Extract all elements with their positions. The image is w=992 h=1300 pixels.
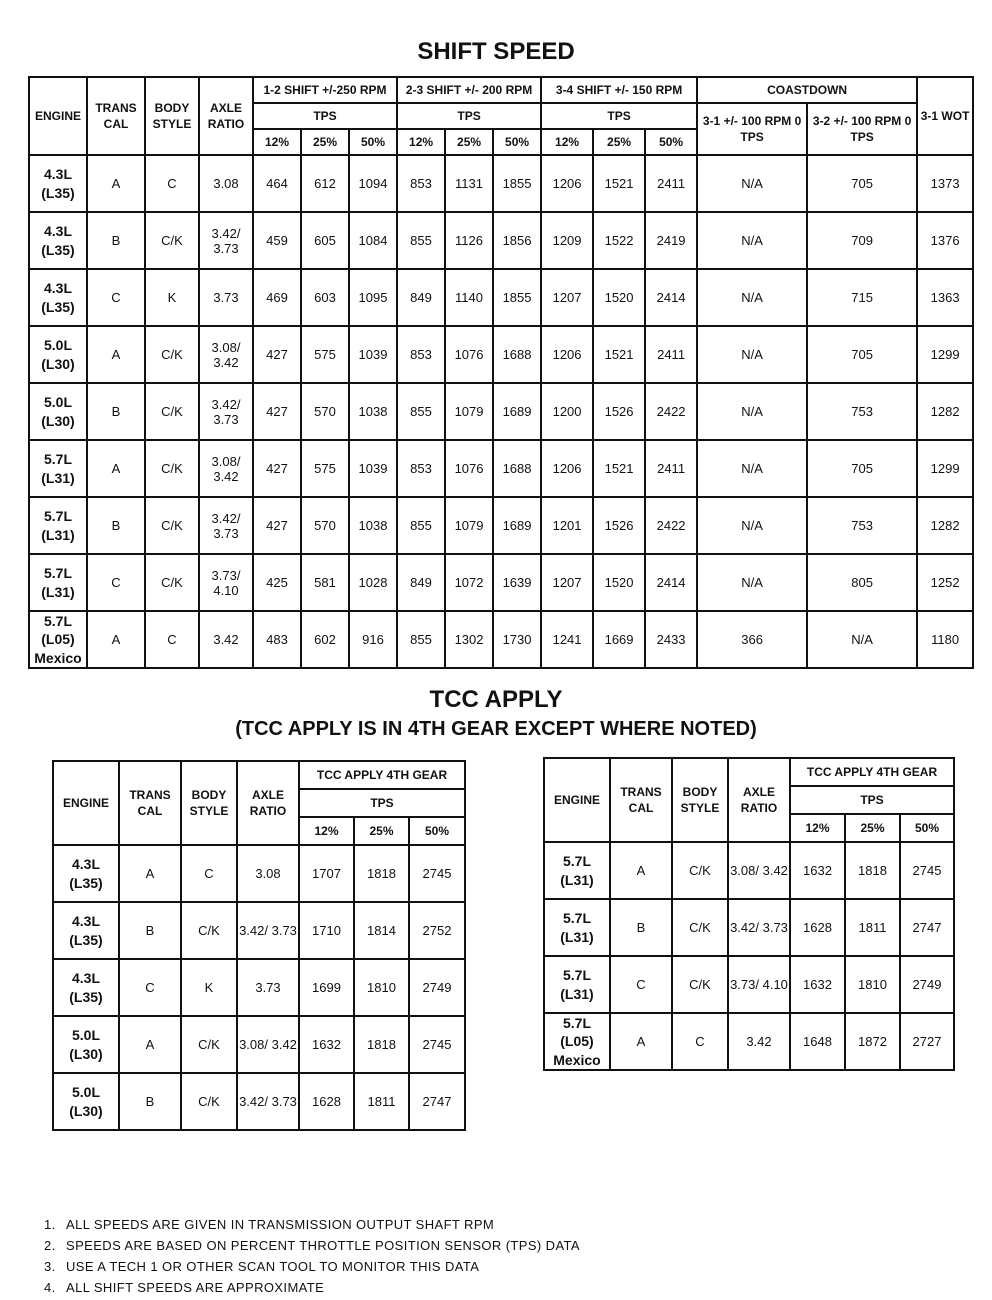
trans-cal-cell: B: [119, 1073, 181, 1130]
shift-value-cell: 916: [349, 611, 397, 668]
col-shift-23: 2-3 SHIFT +/- 200 RPM: [397, 77, 541, 103]
shift-value-cell: 1855: [493, 155, 541, 212]
tcc-apply-table-right: [543, 757, 955, 1071]
engine-cell: 5.0L (L30): [53, 1016, 119, 1073]
axle-ratio-cell: 3.42: [728, 1013, 790, 1070]
wot-cell: 1252: [917, 554, 973, 611]
shift-value-cell: 1079: [445, 497, 493, 554]
col-axle-ratio: AXLE RATIO: [199, 77, 253, 155]
shift-value-cell: 1207: [541, 269, 593, 326]
trans-cal-cell: A: [87, 155, 145, 212]
shift-value-cell: 1039: [349, 440, 397, 497]
shift-value-cell: 1241: [541, 611, 593, 668]
coast-31-cell: N/A: [697, 212, 807, 269]
engine-cell: 5.7L (L31): [29, 440, 87, 497]
shift-value-cell: 1076: [445, 326, 493, 383]
coast-31-cell: N/A: [697, 269, 807, 326]
shift-value-cell: 605: [301, 212, 349, 269]
engine-cell: 4.3L (L35): [53, 902, 119, 959]
tcc-value-cell: 1818: [354, 1016, 409, 1073]
tcc-value-cell: 2727: [900, 1013, 954, 1070]
col-coastdown: COASTDOWN: [697, 77, 917, 103]
shift-value-cell: 2419: [645, 212, 697, 269]
body-style-cell: K: [181, 959, 237, 1016]
shift-value-cell: 427: [253, 440, 301, 497]
table-row: [29, 611, 973, 668]
tcc-value-cell: 1628: [790, 899, 845, 956]
wot-cell: 1363: [917, 269, 973, 326]
coast-31-cell: 366: [697, 611, 807, 668]
col-body-style: BODY STYLE: [145, 77, 199, 155]
axle-ratio-cell: 3.08: [237, 845, 299, 902]
col-engine: ENGINE: [544, 758, 610, 842]
pct-header: 50%: [349, 129, 397, 155]
coast-32-cell: 705: [807, 326, 917, 383]
tcc-value-cell: 2747: [900, 899, 954, 956]
note-item: [44, 1277, 580, 1298]
pct-header: 12%: [299, 817, 354, 845]
shift-value-cell: 1206: [541, 440, 593, 497]
wot-cell: 1282: [917, 383, 973, 440]
note-number: 4.: [44, 1280, 56, 1295]
tcc-apply-table-left: [52, 760, 466, 1131]
shift-value-cell: 1639: [493, 554, 541, 611]
body-style-cell: C/K: [181, 1073, 237, 1130]
body-style-cell: C: [672, 1013, 728, 1070]
shift-value-cell: 1140: [445, 269, 493, 326]
note-text: SPEEDS ARE BASED ON PERCENT THROTTLE POSITION SENSOR (TPS) DATA: [66, 1238, 580, 1253]
col-trans-cal: TRANS CAL: [119, 761, 181, 845]
shift-value-cell: 1302: [445, 611, 493, 668]
trans-cal-cell: B: [610, 899, 672, 956]
body-style-cell: C/K: [181, 1016, 237, 1073]
table-row: [29, 269, 973, 326]
pct-header: 25%: [301, 129, 349, 155]
shift-value-cell: 1039: [349, 326, 397, 383]
tps-23-header: TPS: [397, 103, 541, 129]
table-row: [53, 959, 465, 1016]
shift-value-cell: 853: [397, 155, 445, 212]
tps-12-header: TPS: [253, 103, 397, 129]
shift-value-cell: 1084: [349, 212, 397, 269]
shift-value-cell: 1521: [593, 440, 645, 497]
wot-cell: 1299: [917, 440, 973, 497]
axle-ratio-cell: 3.42/ 3.73: [199, 497, 253, 554]
tcc-value-cell: 1811: [354, 1073, 409, 1130]
body-style-cell: K: [145, 269, 199, 326]
axle-ratio-cell: 3.08/ 3.42: [237, 1016, 299, 1073]
engine-cell: 5.0L (L30): [53, 1073, 119, 1130]
shift-value-cell: 1072: [445, 554, 493, 611]
pct-header: 50%: [409, 817, 465, 845]
table-row: [29, 326, 973, 383]
pct-header: 12%: [397, 129, 445, 155]
shift-value-cell: 1520: [593, 554, 645, 611]
shift-value-cell: 1688: [493, 326, 541, 383]
coast-32-cell: 753: [807, 383, 917, 440]
tps-34-header: TPS: [541, 103, 697, 129]
shift-value-cell: 1856: [493, 212, 541, 269]
engine-cell: 4.3L (L35): [29, 212, 87, 269]
shift-value-cell: 855: [397, 212, 445, 269]
body-style-cell: C/K: [145, 440, 199, 497]
trans-cal-cell: C: [87, 269, 145, 326]
col-shift-12: 1-2 SHIFT +/-250 RPM: [253, 77, 397, 103]
tcc-value-cell: 1810: [354, 959, 409, 1016]
note-text: USE A TECH 1 OR OTHER SCAN TOOL TO MONITOR THIS DATA: [66, 1259, 480, 1274]
coast-31-cell: N/A: [697, 440, 807, 497]
pct-header: 12%: [790, 814, 845, 842]
col-coast-32: 3-2 +/- 100 RPM 0 TPS: [807, 103, 917, 155]
table-row: [29, 554, 973, 611]
body-style-cell: C/K: [145, 212, 199, 269]
shift-value-cell: 575: [301, 326, 349, 383]
tps-header: TPS: [790, 786, 954, 814]
shift-value-cell: 1209: [541, 212, 593, 269]
shift-value-cell: 1669: [593, 611, 645, 668]
col-axle-ratio: AXLE RATIO: [728, 758, 790, 842]
coast-32-cell: 709: [807, 212, 917, 269]
tcc-value-cell: 1648: [790, 1013, 845, 1070]
engine-cell: 5.0L (L30): [29, 383, 87, 440]
tcc-value-cell: 1710: [299, 902, 354, 959]
engine-cell: 5.7L (L31): [544, 842, 610, 899]
wot-cell: 1376: [917, 212, 973, 269]
shift-value-cell: 1207: [541, 554, 593, 611]
coast-32-cell: 715: [807, 269, 917, 326]
shift-value-cell: 1201: [541, 497, 593, 554]
axle-ratio-cell: 3.42/ 3.73: [237, 1073, 299, 1130]
tcc-value-cell: 2745: [409, 1016, 465, 1073]
shift-value-cell: 603: [301, 269, 349, 326]
shift-value-cell: 1028: [349, 554, 397, 611]
table-row: [53, 902, 465, 959]
body-style-cell: C/K: [145, 497, 199, 554]
trans-cal-cell: C: [610, 956, 672, 1013]
shift-value-cell: 2411: [645, 440, 697, 497]
table-row: [29, 383, 973, 440]
shift-value-cell: 2433: [645, 611, 697, 668]
shift-value-cell: 483: [253, 611, 301, 668]
trans-cal-cell: A: [610, 1013, 672, 1070]
shift-value-cell: 1076: [445, 440, 493, 497]
axle-ratio-cell: 3.08/ 3.42: [728, 842, 790, 899]
shift-value-cell: 570: [301, 497, 349, 554]
trans-cal-cell: C: [87, 554, 145, 611]
table-row: [544, 899, 954, 956]
table-row: [544, 1013, 954, 1070]
table-row: [53, 1016, 465, 1073]
engine-cell: 5.7L (L31): [29, 497, 87, 554]
shift-speed-body: [29, 155, 973, 668]
tcc-value-cell: 1811: [845, 899, 900, 956]
table-row: [29, 497, 973, 554]
axle-ratio-cell: 3.73/ 4.10: [199, 554, 253, 611]
trans-cal-cell: B: [87, 383, 145, 440]
engine-cell: 4.3L (L35): [53, 959, 119, 1016]
pct-header: 12%: [541, 129, 593, 155]
coast-32-cell: 705: [807, 155, 917, 212]
table-row: [544, 956, 954, 1013]
tcc-value-cell: 2749: [409, 959, 465, 1016]
shift-value-cell: 1689: [493, 383, 541, 440]
body-style-cell: C: [145, 155, 199, 212]
pct-header: 25%: [845, 814, 900, 842]
tcc-value-cell: 1872: [845, 1013, 900, 1070]
engine-cell: 5.0L (L30): [29, 326, 87, 383]
tcc-right-body: [544, 842, 954, 1070]
shift-value-cell: 1526: [593, 497, 645, 554]
trans-cal-cell: A: [119, 1016, 181, 1073]
col-wot: 3-1 WOT: [917, 77, 973, 155]
coast-31-cell: N/A: [697, 155, 807, 212]
trans-cal-cell: A: [87, 611, 145, 668]
tcc-value-cell: 2745: [900, 842, 954, 899]
wot-cell: 1282: [917, 497, 973, 554]
tcc-value-cell: 2749: [900, 956, 954, 1013]
tcc-value-cell: 1818: [845, 842, 900, 899]
shift-value-cell: 464: [253, 155, 301, 212]
shift-value-cell: 427: [253, 326, 301, 383]
shift-value-cell: 581: [301, 554, 349, 611]
coast-31-cell: N/A: [697, 326, 807, 383]
axle-ratio-cell: 3.42/ 3.73: [237, 902, 299, 959]
notes-list: [44, 1214, 580, 1298]
coast-31-cell: N/A: [697, 554, 807, 611]
shift-value-cell: 1126: [445, 212, 493, 269]
shift-value-cell: 1131: [445, 155, 493, 212]
tcc-value-cell: 1632: [790, 842, 845, 899]
axle-ratio-cell: 3.42/ 3.73: [199, 383, 253, 440]
pct-header: 12%: [253, 129, 301, 155]
body-style-cell: C/K: [181, 902, 237, 959]
body-style-cell: C/K: [672, 956, 728, 1013]
col-shift-34: 3-4 SHIFT +/- 150 RPM: [541, 77, 697, 103]
engine-cell: 4.3L (L35): [53, 845, 119, 902]
tcc-left-body: [53, 845, 465, 1130]
tcc-value-cell: 1814: [354, 902, 409, 959]
shift-value-cell: 2414: [645, 554, 697, 611]
body-style-cell: C/K: [672, 842, 728, 899]
coast-31-cell: N/A: [697, 497, 807, 554]
shift-speed-table: [28, 76, 974, 669]
tcc-apply-subtitle: (TCC APPLY IS IN 4TH GEAR EXCEPT WHERE NOTED): [235, 718, 757, 740]
shift-value-cell: 2411: [645, 326, 697, 383]
shift-value-cell: 855: [397, 383, 445, 440]
shift-value-cell: 1200: [541, 383, 593, 440]
col-body-style: BODY STYLE: [672, 758, 728, 842]
wot-cell: 1299: [917, 326, 973, 383]
shift-value-cell: 853: [397, 440, 445, 497]
tcc-value-cell: 1810: [845, 956, 900, 1013]
engine-cell: 5.7L (L31): [29, 554, 87, 611]
tcc-apply-title: TCC APPLY: [429, 686, 563, 713]
shift-value-cell: 849: [397, 554, 445, 611]
note-number: 1.: [44, 1217, 56, 1232]
col-engine: ENGINE: [53, 761, 119, 845]
shift-value-cell: 575: [301, 440, 349, 497]
shift-value-cell: 855: [397, 611, 445, 668]
body-style-cell: C/K: [145, 326, 199, 383]
shift-value-cell: 1038: [349, 497, 397, 554]
tcc-value-cell: 1632: [790, 956, 845, 1013]
axle-ratio-cell: 3.73: [237, 959, 299, 1016]
coast-32-cell: 805: [807, 554, 917, 611]
shift-value-cell: 2422: [645, 497, 697, 554]
axle-ratio-cell: 3.73/ 4.10: [728, 956, 790, 1013]
tcc-value-cell: 1699: [299, 959, 354, 1016]
shift-value-cell: 1522: [593, 212, 645, 269]
tcc-value-cell: 1632: [299, 1016, 354, 1073]
trans-cal-cell: A: [119, 845, 181, 902]
col-trans-cal: TRANS CAL: [87, 77, 145, 155]
shift-value-cell: 2414: [645, 269, 697, 326]
trans-cal-cell: B: [87, 497, 145, 554]
shift-value-cell: 1206: [541, 326, 593, 383]
engine-cell: 5.7L (L05) Mexico: [544, 1013, 610, 1070]
note-number: 3.: [44, 1259, 56, 1274]
shift-value-cell: 1855: [493, 269, 541, 326]
note-item: [44, 1214, 580, 1235]
shift-value-cell: 612: [301, 155, 349, 212]
axle-ratio-cell: 3.42/ 3.73: [728, 899, 790, 956]
tcc-value-cell: 1628: [299, 1073, 354, 1130]
shift-value-cell: 1521: [593, 326, 645, 383]
shift-value-cell: 427: [253, 497, 301, 554]
shift-value-cell: 469: [253, 269, 301, 326]
tps-header: TPS: [299, 789, 465, 817]
note-number: 2.: [44, 1238, 56, 1253]
table-row: [29, 155, 973, 212]
shift-value-cell: 602: [301, 611, 349, 668]
engine-cell: 5.7L (L31): [544, 899, 610, 956]
shift-value-cell: 849: [397, 269, 445, 326]
table-row: [29, 440, 973, 497]
pct-header: 50%: [645, 129, 697, 155]
coast-32-cell: 705: [807, 440, 917, 497]
body-style-cell: C: [181, 845, 237, 902]
shift-speed-title: SHIFT SPEED: [417, 38, 575, 65]
shift-value-cell: 1206: [541, 155, 593, 212]
axle-ratio-cell: 3.73: [199, 269, 253, 326]
col-tcc-apply: TCC APPLY 4TH GEAR: [299, 761, 465, 789]
col-engine: ENGINE: [29, 77, 87, 155]
body-style-cell: C/K: [145, 383, 199, 440]
shift-value-cell: 2411: [645, 155, 697, 212]
trans-cal-cell: A: [87, 326, 145, 383]
trans-cal-cell: A: [610, 842, 672, 899]
shift-value-cell: 1079: [445, 383, 493, 440]
table-row: [53, 845, 465, 902]
wot-cell: 1180: [917, 611, 973, 668]
engine-cell: 4.3L (L35): [29, 155, 87, 212]
shift-value-cell: 1688: [493, 440, 541, 497]
tcc-value-cell: 2752: [409, 902, 465, 959]
col-coast-31: 3-1 +/- 100 RPM 0 TPS: [697, 103, 807, 155]
tcc-value-cell: 2745: [409, 845, 465, 902]
pct-header: 25%: [593, 129, 645, 155]
engine-cell: 5.7L (L31): [544, 956, 610, 1013]
engine-cell: 5.7L (L05) Mexico: [29, 611, 87, 668]
axle-ratio-cell: 3.42/ 3.73: [199, 212, 253, 269]
note-item: [44, 1256, 580, 1277]
shift-value-cell: 1730: [493, 611, 541, 668]
trans-cal-cell: B: [119, 902, 181, 959]
trans-cal-cell: B: [87, 212, 145, 269]
shift-value-cell: 1526: [593, 383, 645, 440]
shift-value-cell: 459: [253, 212, 301, 269]
tcc-value-cell: 2747: [409, 1073, 465, 1130]
body-style-cell: C/K: [672, 899, 728, 956]
shift-value-cell: 1520: [593, 269, 645, 326]
col-axle-ratio: AXLE RATIO: [237, 761, 299, 845]
shift-value-cell: 570: [301, 383, 349, 440]
shift-value-cell: 2422: [645, 383, 697, 440]
col-tcc-apply: TCC APPLY 4TH GEAR: [790, 758, 954, 786]
coast-32-cell: 753: [807, 497, 917, 554]
axle-ratio-cell: 3.08/ 3.42: [199, 440, 253, 497]
trans-cal-cell: C: [119, 959, 181, 1016]
shift-value-cell: 425: [253, 554, 301, 611]
body-style-cell: C/K: [145, 554, 199, 611]
body-style-cell: C: [145, 611, 199, 668]
wot-cell: 1373: [917, 155, 973, 212]
col-trans-cal: TRANS CAL: [610, 758, 672, 842]
shift-value-cell: 1689: [493, 497, 541, 554]
coast-32-cell: N/A: [807, 611, 917, 668]
pct-header: 25%: [445, 129, 493, 155]
shift-value-cell: 853: [397, 326, 445, 383]
note-text: ALL SPEEDS ARE GIVEN IN TRANSMISSION OUTPUT SHAFT RPM: [66, 1217, 495, 1232]
shift-value-cell: 1094: [349, 155, 397, 212]
tcc-value-cell: 1707: [299, 845, 354, 902]
pct-header: 50%: [493, 129, 541, 155]
table-row: [544, 842, 954, 899]
shift-value-cell: 1521: [593, 155, 645, 212]
pct-header: 25%: [354, 817, 409, 845]
axle-ratio-cell: 3.08: [199, 155, 253, 212]
tcc-value-cell: 1818: [354, 845, 409, 902]
shift-value-cell: 855: [397, 497, 445, 554]
coast-31-cell: N/A: [697, 383, 807, 440]
table-row: [29, 212, 973, 269]
shift-value-cell: 1095: [349, 269, 397, 326]
shift-value-cell: 427: [253, 383, 301, 440]
trans-cal-cell: A: [87, 440, 145, 497]
table-row: [53, 1073, 465, 1130]
note-text: ALL SHIFT SPEEDS ARE APPROXIMATE: [66, 1280, 325, 1295]
col-body-style: BODY STYLE: [181, 761, 237, 845]
note-item: [44, 1235, 580, 1256]
engine-cell: 4.3L (L35): [29, 269, 87, 326]
axle-ratio-cell: 3.08/ 3.42: [199, 326, 253, 383]
axle-ratio-cell: 3.42: [199, 611, 253, 668]
shift-value-cell: 1038: [349, 383, 397, 440]
pct-header: 50%: [900, 814, 954, 842]
